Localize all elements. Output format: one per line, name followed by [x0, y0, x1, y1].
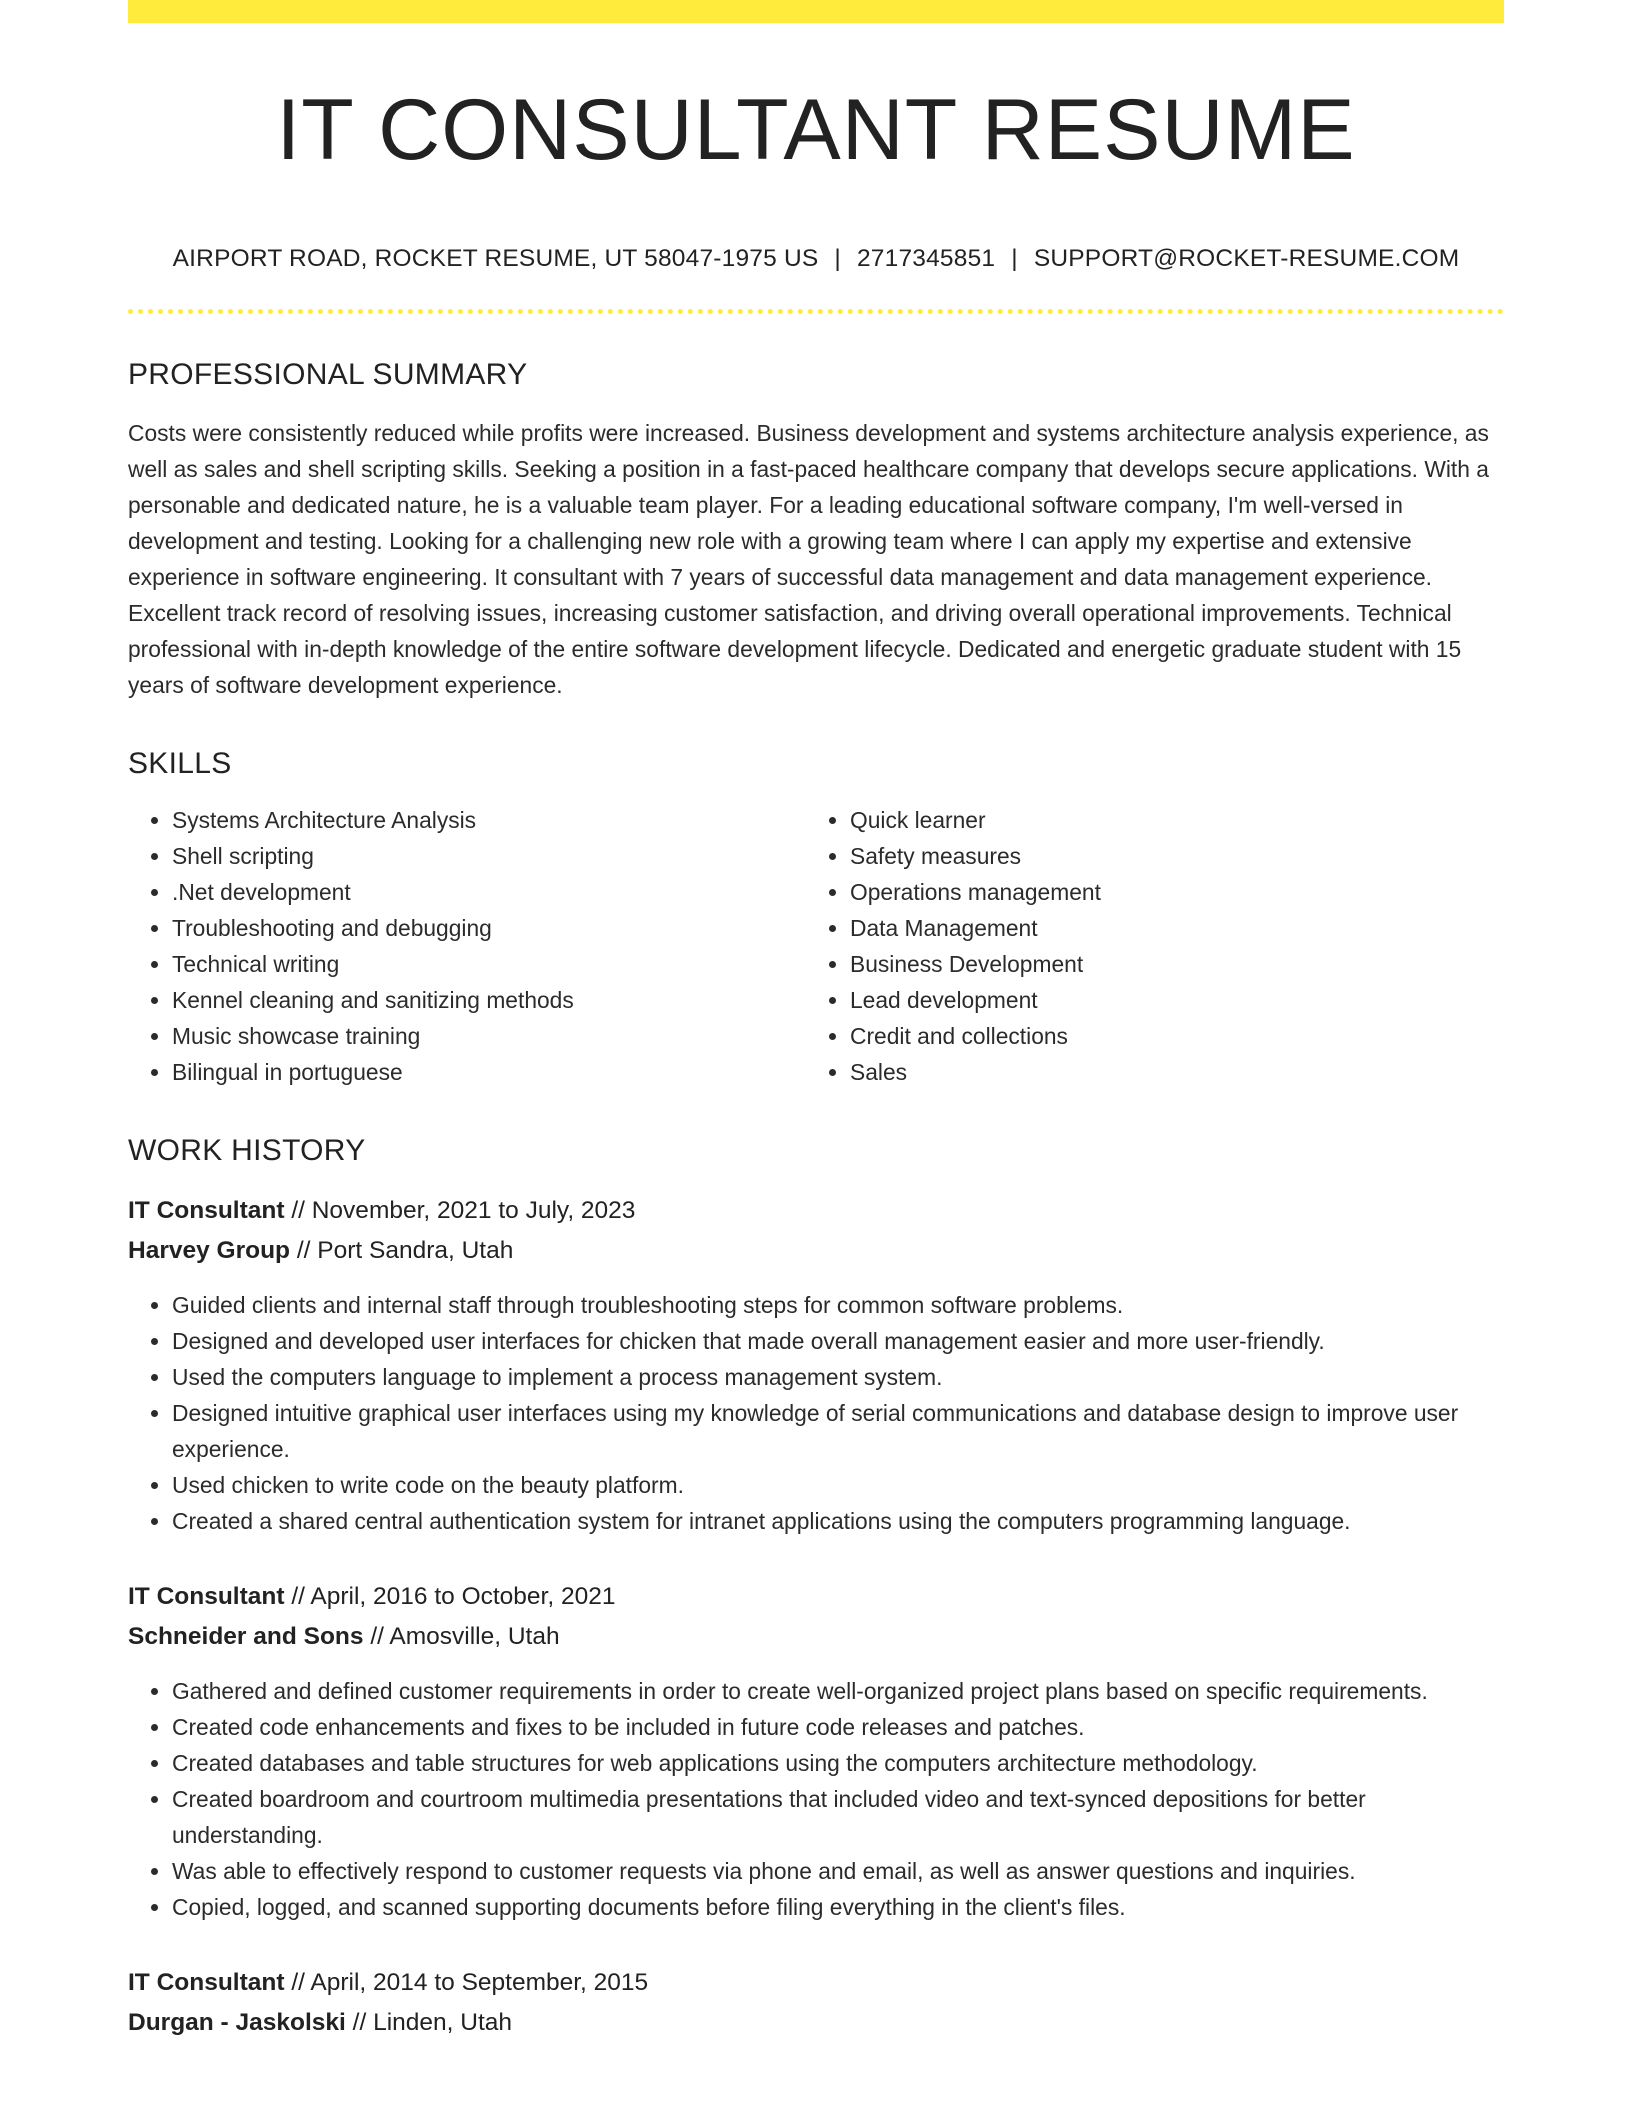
- skills-columns: [128, 802, 1504, 1090]
- skill-item: • Systems Architecture Analysis: [172, 802, 806, 838]
- job-bullet: • Created boardroom and courtroom multimedia presentations that included video and text-synced depositions for better understanding.: [172, 1781, 1504, 1853]
- skill-item: • Shell scripting: [172, 838, 806, 874]
- job-bullet: • Gathered and defined customer requirements in order to create well-organized project plans based on specific requirements.: [172, 1673, 1504, 1709]
- skill-item: • Kennel cleaning and sanitizing methods: [172, 982, 806, 1018]
- contact-separator: |: [834, 244, 841, 272]
- job-bullet: • Used the computers language to implement a process management system.: [172, 1359, 1504, 1395]
- skills-heading: SKILLS: [128, 746, 232, 780]
- summary-heading: PROFESSIONAL SUMMARY: [128, 357, 528, 391]
- job-bullet: • Copied, logged, and scanned supporting documents before filing everything in the client's files.: [172, 1889, 1504, 1925]
- skill-item: • Technical writing: [172, 946, 806, 982]
- job-dates: // November, 2021 to July, 2023: [284, 1196, 636, 1224]
- job-company-line: [128, 1617, 1504, 1657]
- address: AIRPORT ROAD, ROCKET RESUME, UT 58047-1975 US: [172, 244, 819, 272]
- job-role: IT Consultant: [128, 1582, 285, 1610]
- resume-title: IT CONSULTANT RESUME: [276, 82, 1356, 178]
- job-company-line: [128, 2003, 1504, 2043]
- skill-item: • Business Development: [850, 946, 1484, 982]
- email: SUPPORT@ROCKET-RESUME.COM: [1033, 244, 1460, 272]
- work-history-heading: WORK HISTORY: [128, 1133, 366, 1167]
- summary-text: Costs were consistently reduced while profits were increased. Business development and systems architecture analysis experience, as well as sales and shell scripting skills. Seeking a position in a fast-paced healthcare company that develops secure applications. With a personable and dedicated nature, he is a valuable team player. For a leading educational software company, I'm well-versed in development and testing. Looking for a challenging new role with a growing team where I can apply my expertise and extensive experience in software engineering. It consultant with 7 years of successful data management and data management experience. Excellent track record of resolving issues, increasing customer satisfaction, and driving overall operational improvements. Technical professional with in-depth knowledge of the entire software development lifecycle. Dedicated and energetic graduate student with 15 years of software development experience.: [128, 419, 1489, 698]
- job-title-line: [128, 1963, 1504, 2003]
- job-location: // Linden, Utah: [345, 2008, 513, 2036]
- job-company: Schneider and Sons: [128, 1622, 364, 1650]
- contact-separator: |: [1011, 244, 1018, 272]
- skill-item: • Quick learner: [850, 802, 1484, 838]
- job-location: // Port Sandra, Utah: [290, 1236, 514, 1264]
- job-title-line: [128, 1191, 1504, 1231]
- skill-item: • Safety measures: [850, 838, 1484, 874]
- job-bullet: • Created a shared central authentication system for intranet applications using the computers programming language.: [172, 1503, 1504, 1539]
- skill-item: • Music showcase training: [172, 1018, 806, 1054]
- job-company: Harvey Group: [128, 1236, 291, 1264]
- job-dates: // April, 2016 to October, 2021: [284, 1582, 616, 1610]
- skill-item: • Data Management: [850, 910, 1484, 946]
- job-company-line: [128, 1231, 1504, 1271]
- job-bullet: • Was able to effectively respond to customer requests via phone and email, as well as answer questions and inquiries.: [172, 1853, 1504, 1889]
- job-bullet: • Created databases and table structures for web applications using the computers architecture methodology.: [172, 1745, 1504, 1781]
- job-bullets: [128, 1673, 1504, 1925]
- contact-line: [128, 244, 1504, 273]
- job-role: IT Consultant: [128, 1968, 285, 1996]
- skill-item: • .Net development: [172, 874, 806, 910]
- skill-item: • Credit and collections: [850, 1018, 1484, 1054]
- job-bullet: • Designed intuitive graphical user interfaces using my knowledge of serial communications and database design to improve user experience.: [172, 1395, 1504, 1467]
- job-role: IT Consultant: [128, 1196, 285, 1224]
- job-company: Durgan - Jaskolski: [128, 2008, 346, 2036]
- phone: 2717345851: [856, 244, 996, 272]
- resume-page: [128, 0, 1504, 2043]
- skill-item: • Bilingual in portuguese: [172, 1054, 806, 1090]
- job-bullet: • Designed and developed user interfaces for chicken that made overall management easier and more user-friendly.: [172, 1323, 1504, 1359]
- skill-item: • Lead development: [850, 982, 1484, 1018]
- job-title-line: [128, 1577, 1504, 1617]
- skill-item: • Sales: [850, 1054, 1484, 1090]
- skills-list-right: [806, 802, 1484, 1090]
- job-bullet: • Created code enhancements and fixes to be included in future code releases and patches.: [172, 1709, 1504, 1745]
- job-bullet: • Used chicken to write code on the beauty platform.: [172, 1467, 1504, 1503]
- job-location: // Amosville, Utah: [363, 1622, 560, 1650]
- job-bullet: • Guided clients and internal staff through troubleshooting steps for common software problems.: [172, 1287, 1504, 1323]
- job-bullets: [128, 1287, 1504, 1539]
- skill-item: • Troubleshooting and debugging: [172, 910, 806, 946]
- skill-item: • Operations management: [850, 874, 1484, 910]
- dotted-divider: [128, 309, 1504, 314]
- job-dates: // April, 2014 to September, 2015: [284, 1968, 649, 1996]
- skills-list-left: [128, 802, 806, 1090]
- top-accent-bar: [128, 0, 1504, 23]
